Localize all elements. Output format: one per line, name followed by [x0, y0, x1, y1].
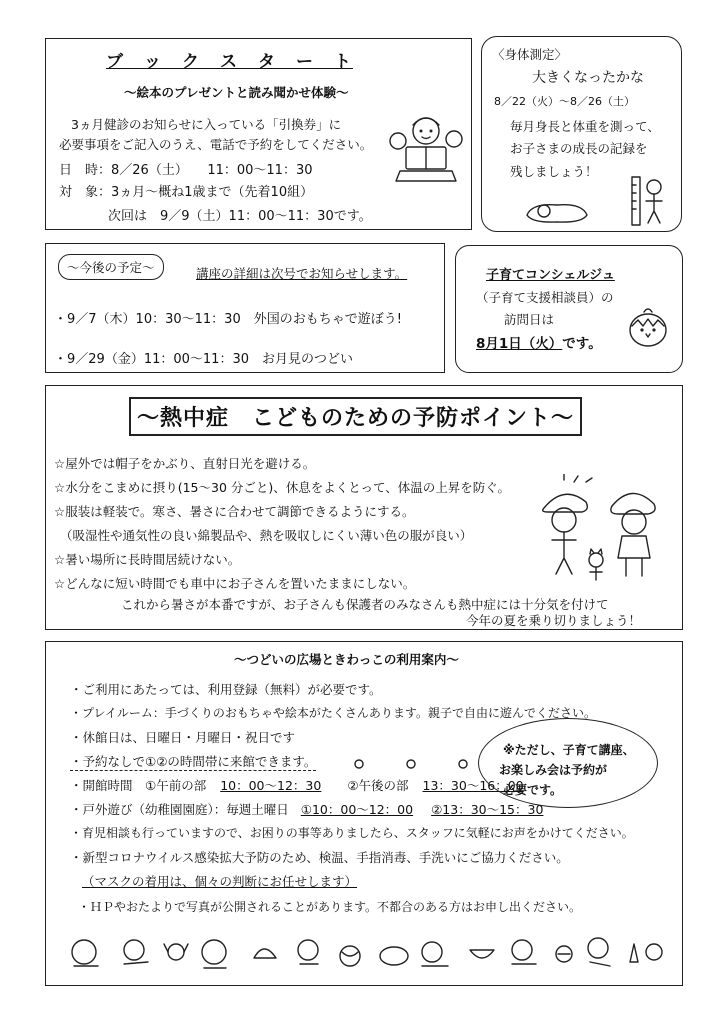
- heatstroke-closing-1: これから暑さが本番ですが、お子さんも保護者のみなさんも熱中症には十分気を付けて: [121, 597, 609, 612]
- heatstroke-point-3-note: （吸湿性や通気性の良い綿製品や、熱を吸収しにくい薄い色の服が良い）: [60, 528, 473, 543]
- guide-item-6: [70, 800, 543, 818]
- concierge-title: 子育てコンシェルジュ: [486, 268, 615, 283]
- heatstroke-point-3: ☆服装は軽装で。寒さ、暑さに合わせて調節できるようにする。: [54, 504, 415, 519]
- guide-hours-pm-label: ②午後の部: [347, 778, 409, 793]
- guide-item-1: ・ご利用にあたっては、利用登録（無料）が必要です。: [70, 682, 382, 697]
- schedule-item-2: ・9／29（金）11：00～11：30 お月見のつどい: [54, 352, 353, 367]
- bubble-line-1: ※ただし、子育て講座、: [503, 743, 635, 757]
- heatstroke-closing-2: 今年の夏を乗り切りましょう！: [466, 613, 642, 628]
- bookstart-title: ブ ッ ク ス タ ー ト: [106, 52, 353, 72]
- schedule-note: 講座の詳細は次号でお知らせします。: [196, 266, 408, 281]
- guide-hours-pm: 13：30～16：00: [422, 778, 524, 793]
- measurement-box: [481, 36, 682, 232]
- bookstart-subtitle: ～絵本のプレゼントと読み聞かせ体験～: [124, 85, 349, 100]
- measurement-date: 8／22（火）～8／26（土）: [494, 95, 635, 108]
- heatstroke-title: ～熱中症 こどものための予防ポイント～: [129, 397, 582, 436]
- measurement-title: 大きくなったかな: [532, 70, 644, 86]
- concierge-visit: 訪問日は: [504, 312, 555, 327]
- guide-hours-am: 10：00～12：30: [220, 778, 322, 793]
- heatstroke-point-2: ☆水分をこまめに摂り(15～30 分ごと)、休息をよくとって、体温の上昇を防ぐ。: [54, 480, 510, 495]
- heatstroke-point-1: ☆屋外では帽子をかぶり、直射日光を避ける。: [54, 456, 316, 471]
- bookstart-line2: 必要事項をご記入のうえ、電話で予約をしてください。: [59, 137, 373, 152]
- guide-item-9: ・ＨＰやおたよりで写真が公開されることがあります。不都合のある方はお申し出ください。: [78, 900, 582, 914]
- concierge-date-value: 8月1日（火）: [476, 336, 563, 352]
- guide-outdoor-b: ②13：30～15：30: [431, 802, 544, 817]
- bubble-line-3: 必要です。: [503, 783, 563, 797]
- guide-item-5: [70, 776, 524, 794]
- measurement-heading: 〈身体測定〉: [492, 47, 568, 62]
- bookstart-datetime: 日 時：8／26（土） 11：00～11：30: [59, 163, 313, 178]
- guide-outdoor-label: ・戸外遊び（幼稚園園庭）：毎週土曜日: [70, 802, 289, 817]
- bookstart-next: 次回は 9／9（土）11：00～11：30です。: [108, 209, 372, 224]
- bookstart-box: [45, 38, 472, 230]
- guide-item-3: ・休館日は、日曜日・月曜日・祝日です: [70, 730, 296, 745]
- bookstart-target: 対 象：3ヵ月～概ね1歳まで（先着10組）: [59, 185, 314, 200]
- bubble-line-2: お楽しみ会は予約が: [499, 763, 608, 777]
- reservation-note-bubble: [478, 718, 658, 808]
- measurement-desc3: 残しましょう！: [510, 164, 598, 179]
- children-with-hats-illustration: [534, 474, 674, 584]
- measuring-illustration: [522, 175, 672, 227]
- heatstroke-box: [45, 385, 683, 630]
- concierge-subtitle: （子育て支援相談員）の: [476, 290, 614, 305]
- guide-item-8: ・新型コロナウイルス感染拡大予防のため、検温、手指消毒、手洗いにご協力ください。: [70, 850, 569, 865]
- guide-item-8-note: （マスクの着用は、個々の判断にお任せします）: [82, 874, 358, 889]
- guide-item-4: ・予約なしで①②の時間帯に来館できます。: [70, 754, 317, 769]
- guide-hours-label: ・開館時間 ①午前の部: [70, 778, 207, 793]
- schedule-label: ～今後の予定～: [58, 254, 164, 280]
- measurement-desc1: 毎月身長と体重を測って、: [510, 119, 660, 134]
- guide-outdoor-a: ①10：00～12：00: [300, 802, 414, 817]
- concierge-box: [455, 245, 683, 373]
- decorative-dots: [351, 757, 471, 771]
- guide-item-7: ・育児相談も行っていますので、お困りの事等ありましたら、スタッフに気軽にお声をかけてください。: [70, 826, 634, 840]
- heatstroke-point-5: ☆どんなに短い時間でも車中にお子さんを置いたままにしない。: [54, 576, 416, 591]
- schedule-item-1: ・9／7（木）10：30～11：30 外国のおもちゃで遊ぼう!: [54, 312, 402, 327]
- heatstroke-point-4: ☆暑い場所に長時間居続けない。: [54, 552, 241, 567]
- concierge-date-suffix: です。: [562, 336, 602, 352]
- measurement-desc2: お子さまの成長の記録を: [510, 141, 648, 156]
- concierge-date: [476, 332, 602, 352]
- guide-title: ～つどいの広場ときわっこの利用案内～: [234, 652, 459, 667]
- guide-box: [45, 641, 683, 986]
- decorative-border-illustration: [64, 932, 664, 972]
- bookstart-line1: 3ヵ月健診のお知らせに入っている「引換券」に: [71, 117, 342, 132]
- schedule-box: [45, 243, 445, 373]
- chick-illustration: [624, 304, 672, 350]
- guide-item-2: ・プレイルーム：手づくりのおもちゃや絵本がたくさんあります。親子で自由に遊んでください。: [70, 706, 596, 720]
- reading-child-illustration: [386, 109, 466, 189]
